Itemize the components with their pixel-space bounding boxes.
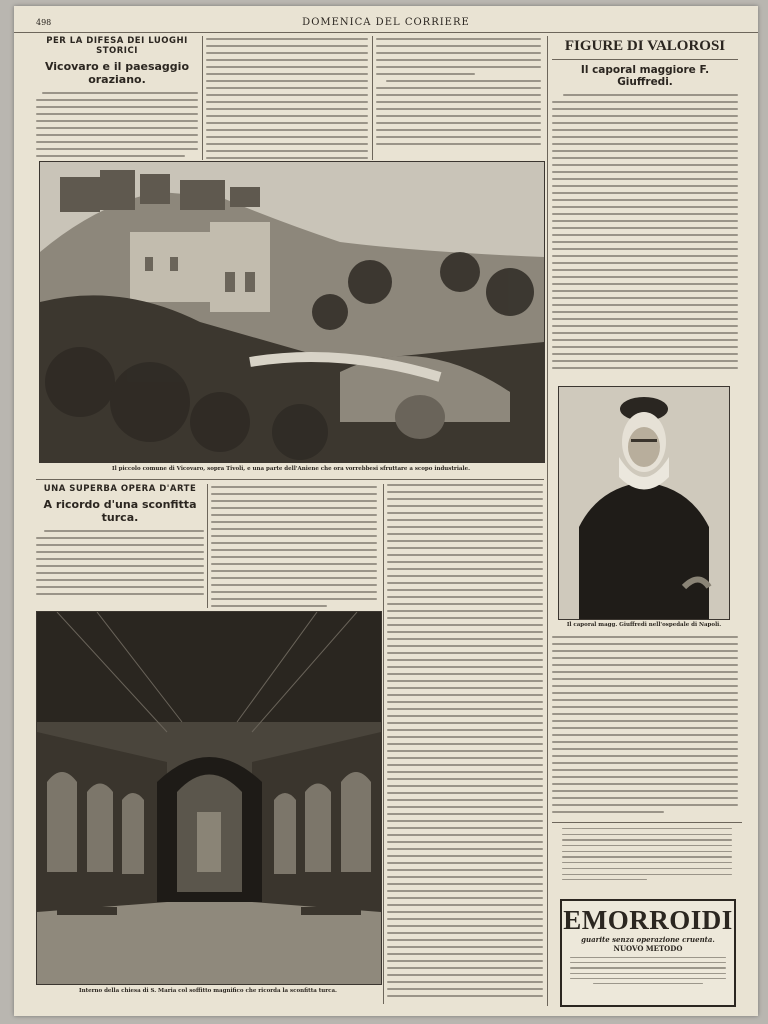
text-line: [387, 939, 543, 941]
text-line: [376, 59, 541, 61]
text-line: [552, 213, 738, 215]
text-line: [552, 790, 738, 792]
text-line: [206, 150, 368, 152]
text-line: [552, 234, 738, 236]
text-line: [387, 666, 543, 668]
text-line: [552, 206, 738, 208]
text-line: [206, 80, 368, 82]
text-line: [387, 792, 543, 794]
text-line: [552, 650, 738, 652]
text-line: [387, 526, 543, 528]
text-line: [552, 713, 738, 715]
vicovaro-landscape-image: [40, 162, 544, 462]
article1-col1: [36, 36, 198, 161]
column-rule: [202, 36, 203, 160]
text-line: [387, 540, 543, 542]
section-rule: [36, 479, 544, 480]
article2-title: A ricordo d'una sconfitta turca.: [43, 498, 197, 524]
text-line: [211, 598, 377, 600]
text-line: [562, 862, 732, 863]
vicovaro-photo: [39, 161, 545, 463]
text-line: [552, 706, 738, 708]
text-line: [211, 584, 377, 586]
text-line: [387, 729, 543, 731]
text-line: [387, 645, 543, 647]
text-line: [387, 967, 543, 969]
sidebar-article-bottom: [552, 636, 738, 821]
text-line: [387, 624, 543, 626]
text-line: [36, 593, 204, 595]
text-line: [563, 94, 738, 96]
ad-rule: [552, 822, 742, 823]
text-line: [552, 311, 738, 313]
text-line: [552, 199, 738, 201]
text-line: [387, 652, 543, 654]
text-line: [206, 38, 368, 40]
text-line: [206, 45, 368, 47]
text-line: [552, 178, 738, 180]
text-line: [211, 500, 377, 502]
text-line: [562, 845, 732, 846]
text-line: [211, 556, 377, 558]
text-line: [387, 918, 543, 920]
text-line: [387, 575, 543, 577]
text-line: [387, 771, 543, 773]
text-line: [552, 346, 738, 348]
church-photo-caption: Interno della chiesa di S. Maria col soffitto magnifico che ricorda la sconfitta turca.: [79, 988, 337, 994]
text-line: [211, 577, 377, 579]
text-line: [206, 59, 368, 61]
text-line: [552, 748, 738, 750]
small-notice: [562, 828, 732, 898]
text-line: [570, 973, 726, 974]
column-rule: [207, 484, 208, 608]
text-line: [206, 136, 368, 138]
text-line: [552, 304, 738, 306]
text-line: [570, 967, 726, 968]
text-line: [552, 325, 738, 327]
text-line: [387, 610, 543, 612]
ad-subline: guarite senza operazione cruenta.: [581, 935, 715, 944]
text-line: [42, 92, 198, 94]
text-line: [206, 52, 368, 54]
text-line: [387, 505, 543, 507]
text-line: [376, 101, 541, 103]
article1-title: Vicovaro e il paesaggio oraziano.: [44, 60, 190, 86]
text-line: [387, 715, 543, 717]
text-line: [387, 484, 543, 486]
text-line: [387, 946, 543, 948]
text-line: [552, 115, 738, 117]
text-line: [387, 519, 543, 521]
text-line: [387, 953, 543, 955]
text-line: [387, 547, 543, 549]
text-line: [376, 115, 541, 117]
text-line: [593, 983, 702, 984]
text-line: [206, 122, 368, 124]
text-line: [552, 678, 738, 680]
text-line: [206, 143, 368, 145]
text-line: [386, 80, 541, 82]
text-line: [387, 512, 543, 514]
text-line: [552, 720, 738, 722]
text-line: [387, 841, 543, 843]
sidebar-rule: [547, 36, 548, 1006]
text-line: [562, 874, 732, 875]
text-line: [211, 521, 377, 523]
text-line: [376, 136, 541, 138]
text-line: [552, 262, 738, 264]
text-line: [36, 551, 204, 553]
text-line: [387, 904, 543, 906]
text-line: [552, 290, 738, 292]
text-line: [206, 66, 368, 68]
article2-col3: [387, 484, 543, 999]
text-line: [562, 868, 732, 869]
text-line: [36, 572, 204, 574]
vicovaro-photo-caption: Il piccolo comune di Vicovaro, sopra Tivoli, e una parte dell'Aniene che ora vorrebbesi sfruttare a scopo industriale.: [112, 466, 470, 472]
text-line: [570, 957, 726, 958]
text-line: [552, 360, 738, 362]
text-line: [387, 897, 543, 899]
text-line: [211, 486, 377, 488]
text-line: [36, 99, 198, 101]
text-line: [562, 834, 732, 835]
text-line: [387, 820, 543, 822]
text-line: [387, 533, 543, 535]
text-line: [36, 558, 204, 560]
text-line: [387, 659, 543, 661]
text-line: [387, 764, 543, 766]
text-line: [552, 129, 738, 131]
text-line: [570, 962, 726, 963]
text-line: [376, 45, 541, 47]
text-line: [36, 113, 198, 115]
text-line: [206, 115, 368, 117]
ad-headline: EMORROIDI: [563, 905, 733, 935]
text-line: [387, 694, 543, 696]
text-line: [387, 736, 543, 738]
text-line: [552, 636, 738, 638]
text-line: [36, 155, 185, 157]
text-line: [44, 530, 204, 532]
text-line: [211, 542, 377, 544]
text-line: [552, 727, 738, 729]
text-line: [552, 671, 738, 673]
text-line: [376, 52, 541, 54]
church-interior-photo: [36, 611, 382, 985]
article2-col2: [211, 486, 377, 608]
emorroidi-ad: [560, 899, 736, 1007]
text-line: [552, 734, 738, 736]
text-line: [552, 136, 738, 138]
text-line: [387, 589, 543, 591]
text-line: [562, 851, 732, 852]
text-line: [387, 806, 543, 808]
text-line: [36, 565, 204, 567]
text-line: [387, 498, 543, 500]
text-line: [387, 974, 543, 976]
text-line: [387, 631, 543, 633]
article1-kicker: PER LA DIFESA DEI LUOGHI STORICI: [46, 36, 188, 56]
text-line: [387, 813, 543, 815]
text-line: [211, 605, 327, 607]
text-line: [36, 579, 204, 581]
text-line: [387, 757, 543, 759]
text-line: [552, 776, 738, 778]
text-line: [552, 699, 738, 701]
text-line: [36, 134, 198, 136]
text-line: [387, 554, 543, 556]
text-line: [552, 220, 738, 222]
column-rule: [372, 36, 373, 160]
text-line: [552, 643, 738, 645]
text-line: [206, 108, 368, 110]
text-line: [387, 680, 543, 682]
text-line: [376, 122, 541, 124]
text-line: [211, 549, 377, 551]
text-line: [387, 568, 543, 570]
text-line: [552, 248, 738, 250]
text-line: [562, 856, 732, 857]
sidebar-article-top: [552, 38, 738, 383]
text-line: [387, 911, 543, 913]
text-line: [552, 762, 738, 764]
text-line: [376, 143, 541, 145]
text-line: [552, 297, 738, 299]
text-line: [36, 106, 198, 108]
text-line: [552, 353, 738, 355]
text-line: [552, 783, 738, 785]
text-line: [376, 108, 541, 110]
text-line: [552, 241, 738, 243]
text-line: [387, 876, 543, 878]
text-line: [570, 978, 726, 979]
text-line: [552, 101, 738, 103]
text-line: [552, 171, 738, 173]
text-line: [552, 685, 738, 687]
text-line: [387, 981, 543, 983]
text-line: [552, 332, 738, 334]
text-line: [552, 804, 738, 806]
text-line: [387, 799, 543, 801]
text-line: [552, 227, 738, 229]
text-line: [36, 127, 198, 129]
text-line: [387, 883, 543, 885]
text-line: [552, 276, 738, 278]
sidebar-section-title: FIGURE DI VALOROSI: [564, 38, 726, 54]
text-line: [387, 827, 543, 829]
text-line: [552, 157, 738, 159]
text-line: [36, 544, 204, 546]
text-line: [387, 932, 543, 934]
text-line: [552, 143, 738, 145]
text-line: [552, 367, 738, 369]
text-line: [387, 638, 543, 640]
text-line: [36, 120, 198, 122]
text-line: [387, 701, 543, 703]
text-line: [387, 603, 543, 605]
text-line: [211, 528, 377, 530]
text-line: [387, 778, 543, 780]
text-line: [552, 283, 738, 285]
text-line: [552, 185, 738, 187]
text-line: [211, 570, 377, 572]
text-line: [387, 750, 543, 752]
text-line: [387, 869, 543, 871]
article1-col2: [206, 38, 368, 161]
text-line: [387, 855, 543, 857]
text-line: [387, 925, 543, 927]
page-header: [14, 14, 758, 33]
text-line: [552, 755, 738, 757]
text-line: [552, 150, 738, 152]
text-line: [387, 582, 543, 584]
text-line: [376, 94, 541, 96]
text-line: [387, 834, 543, 836]
article2-col1: [36, 484, 204, 609]
text-line: [552, 164, 738, 166]
text-line: [211, 514, 377, 516]
portrait-photo: [558, 386, 730, 620]
text-line: [387, 995, 543, 997]
running-head: DOMENICA DEL CORRIERE: [302, 17, 470, 28]
text-line: [376, 73, 475, 75]
text-line: [36, 148, 198, 150]
text-line: [211, 563, 377, 565]
text-line: [552, 741, 738, 743]
text-line: [387, 988, 543, 990]
text-line: [387, 617, 543, 619]
article2-kicker: UNA SUPERBA OPERA D'ARTE: [43, 484, 197, 494]
text-line: [387, 491, 543, 493]
text-line: [552, 269, 738, 271]
text-line: [562, 879, 647, 880]
text-line: [552, 339, 738, 341]
text-line: [206, 101, 368, 103]
text-line: [387, 722, 543, 724]
text-line: [387, 673, 543, 675]
text-line: [36, 141, 198, 143]
column-rule: [383, 484, 384, 1004]
soldier-portrait-image: [559, 387, 729, 619]
text-line: [211, 591, 377, 593]
page-number: 498: [36, 18, 52, 27]
portrait-photo-caption: Il caporal magg. Giuffredi nell'ospedale di Napoli.: [566, 622, 722, 628]
text-line: [376, 66, 541, 68]
text-line: [376, 38, 541, 40]
text-line: [552, 657, 738, 659]
newspaper-page: [14, 6, 758, 1016]
text-line: [211, 493, 377, 495]
text-line: [376, 129, 541, 131]
text-line: [387, 785, 543, 787]
text-line: [211, 535, 377, 537]
text-line: [387, 960, 543, 962]
text-line: [552, 318, 738, 320]
text-line: [387, 561, 543, 563]
ad-method: NUOVO METODO: [613, 944, 683, 953]
text-line: [552, 664, 738, 666]
text-line: [552, 122, 738, 124]
text-line: [206, 94, 368, 96]
text-line: [562, 828, 732, 829]
article1-col3: [376, 38, 541, 161]
text-line: [387, 743, 543, 745]
text-line: [376, 87, 541, 89]
text-line: [206, 157, 368, 159]
text-line: [552, 797, 738, 799]
text-line: [387, 596, 543, 598]
text-line: [36, 586, 204, 588]
text-line: [206, 129, 368, 131]
text-line: [387, 687, 543, 689]
church-interior-image: [37, 612, 381, 984]
text-line: [36, 537, 204, 539]
text-line: [206, 87, 368, 89]
text-line: [562, 839, 732, 840]
text-line: [387, 708, 543, 710]
text-line: [211, 507, 377, 509]
text-line: [387, 890, 543, 892]
text-line: [552, 255, 738, 257]
text-line: [552, 769, 738, 771]
text-line: [552, 692, 738, 694]
text-line: [552, 192, 738, 194]
text-line: [387, 848, 543, 850]
text-line: [552, 811, 664, 813]
text-line: [552, 108, 738, 110]
sidebar-article-title: Il caporal maggiore F. Giuffredi.: [580, 64, 710, 88]
text-line: [206, 73, 368, 75]
text-line: [387, 862, 543, 864]
